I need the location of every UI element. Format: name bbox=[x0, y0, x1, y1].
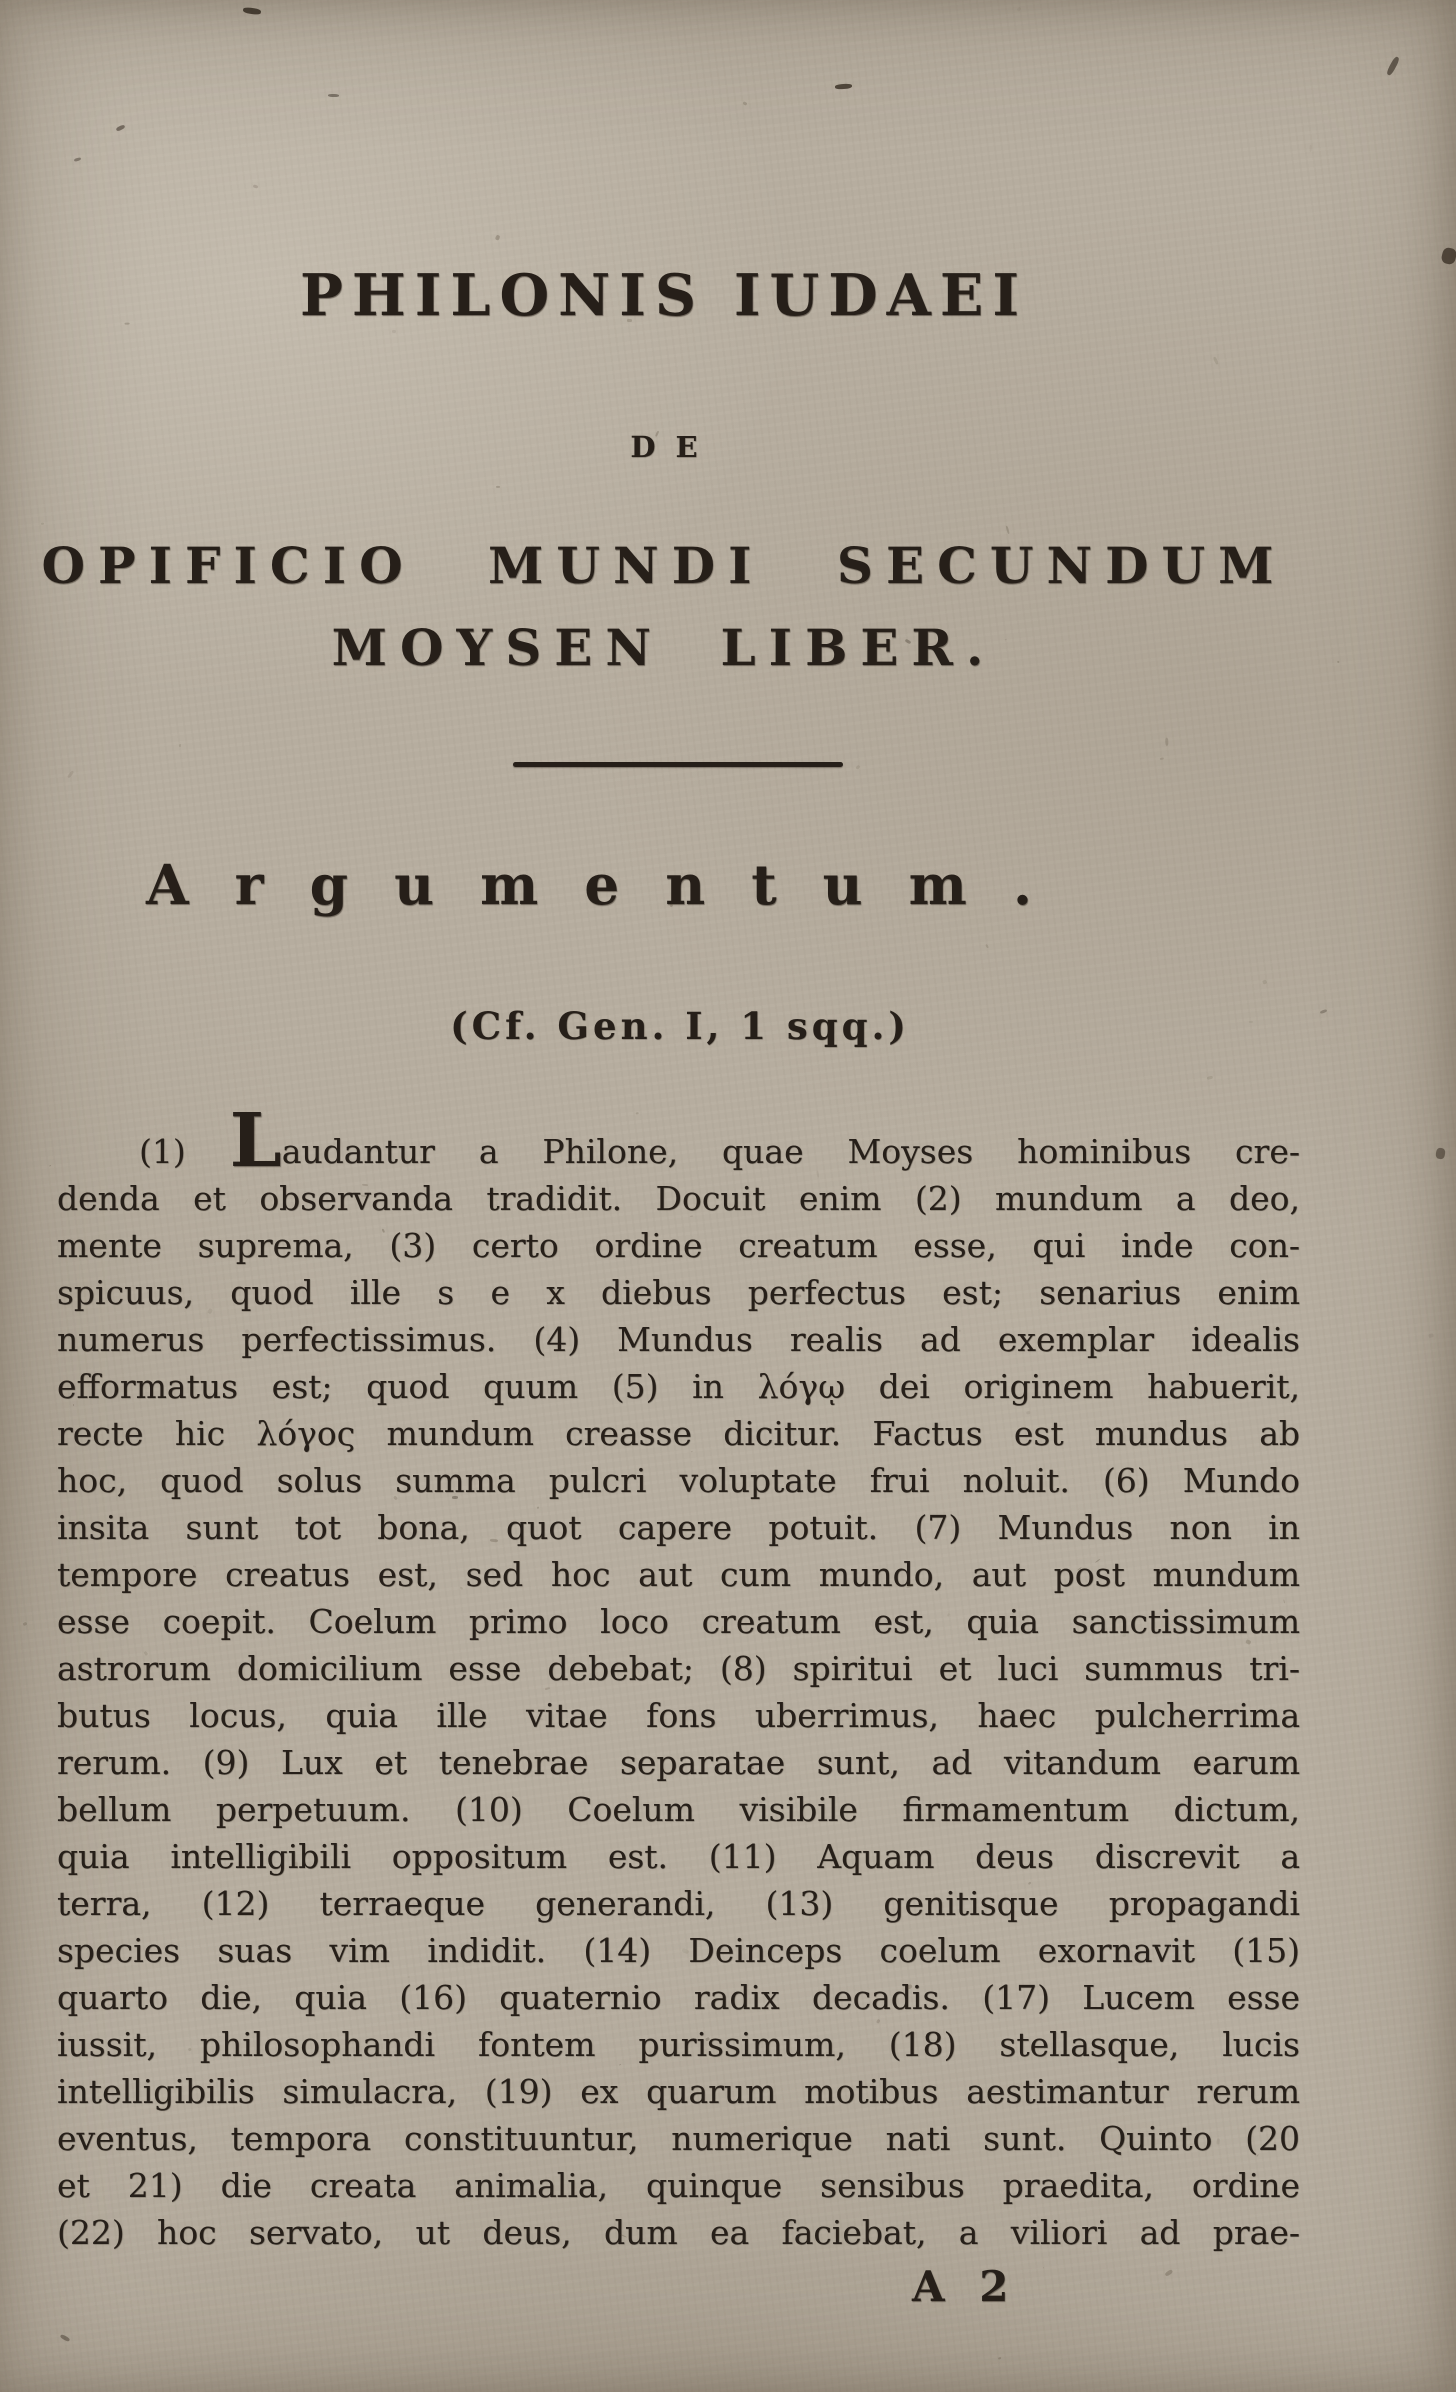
text-line: recte hic λόγος mundum creasse dicitur. Factus est mundus ab bbox=[57, 1414, 1300, 1453]
text-line: et 21) die creata animalia, quinque sensibus praedita, ordine bbox=[57, 2166, 1300, 2205]
paragraph-ref-number: (1) bbox=[139, 1132, 186, 1171]
text-line: hoc, quod solus summa pulcri voluptate frui noluit. (6) Mundo bbox=[57, 1461, 1300, 1500]
text-line: terra, (12) terraeque generandi, (13) genitisque propagandi bbox=[57, 1884, 1300, 1923]
heading-de: DE bbox=[630, 430, 718, 464]
page-title: PHILONIS IUDAEI bbox=[299, 262, 1029, 329]
text-line: esse coepit. Coelum primo loco creatum est, quia sanctissimum bbox=[57, 1602, 1300, 1641]
text-line: eventus, tempora constituuntur, numerique nati sunt. Quinto (20 bbox=[57, 2119, 1300, 2158]
text-line: mente suprema, (3) certo ordine creatum esse, qui inde con- bbox=[57, 1226, 1300, 1265]
text-line: insita sunt tot bona, quot capere potuit. (7) Mundus non in bbox=[57, 1508, 1300, 1547]
text-line: quia intelligibili oppositum est. (11) Aquam deus discrevit a bbox=[57, 1837, 1300, 1876]
section-divider-rule bbox=[513, 762, 843, 767]
text-line: tempore creatus est, sed hoc aut cum mundo, aut post mundum bbox=[57, 1555, 1300, 1594]
heading-subtitle-line2: MOYSEN LIBER. bbox=[331, 618, 997, 677]
signature-mark: A 2 bbox=[912, 2262, 1019, 2311]
text-line: intelligibilis simulacra, (19) ex quarum motibus aestimantur rerum bbox=[57, 2072, 1300, 2111]
text-line: rerum. (9) Lux et tenebrae separatae sunt, ad vitandum earum bbox=[57, 1743, 1300, 1782]
argumentum-paragraph bbox=[57, 1098, 1300, 2256]
text-line: numerus perfectissimus. (4) Mundus realis ad exemplar idealis bbox=[57, 1320, 1300, 1359]
text-line: efformatus est; quod quum (5) in λόγῳ dei originem habuerit, bbox=[57, 1367, 1300, 1406]
scripture-reference: (Cf. Gen. I, 1 sqq.) bbox=[450, 1004, 910, 1048]
heading-subtitle-line1: OPIFICIO MUNDI SECUNDUM bbox=[41, 536, 1287, 595]
text-line: spicuus, quod ille s e x diebus perfectus est; senarius enim bbox=[57, 1273, 1300, 1312]
drop-cap-initial: L bbox=[229, 1098, 282, 1184]
text-line: denda et observanda tradidit. Docuit enim (2) mundum a deo, bbox=[57, 1179, 1300, 1218]
text-line-first bbox=[57, 1098, 1300, 1184]
text-line-first-rest: audantur a Philone, quae Moyses hominibus cre- bbox=[281, 1132, 1300, 1171]
text-line: (22) hoc servato, ut deus, dum ea faciebat, a viliori ad prae- bbox=[57, 2213, 1300, 2252]
text-line: astrorum domicilium esse debebat; (8) spiritui et luci summus tri- bbox=[57, 1649, 1300, 1688]
text-line: bellum perpetuum. (10) Coelum visibile firmamentum dictum, bbox=[57, 1790, 1300, 1829]
section-heading-argumentum: Argumentum. bbox=[145, 852, 1078, 917]
text-line: quarto die, quia (16) quaternio radix decadis. (17) Lucem esse bbox=[57, 1978, 1300, 2017]
text-line: species suas vim indidit. (14) Deinceps coelum exornavit (15) bbox=[57, 1931, 1300, 1970]
text-line: butus locus, quia ille vitae fons uberrimus, haec pulcherrima bbox=[57, 1696, 1300, 1735]
text-line: iussit, philosophandi fontem purissimum, (18) stellasque, lucis bbox=[57, 2025, 1300, 2064]
